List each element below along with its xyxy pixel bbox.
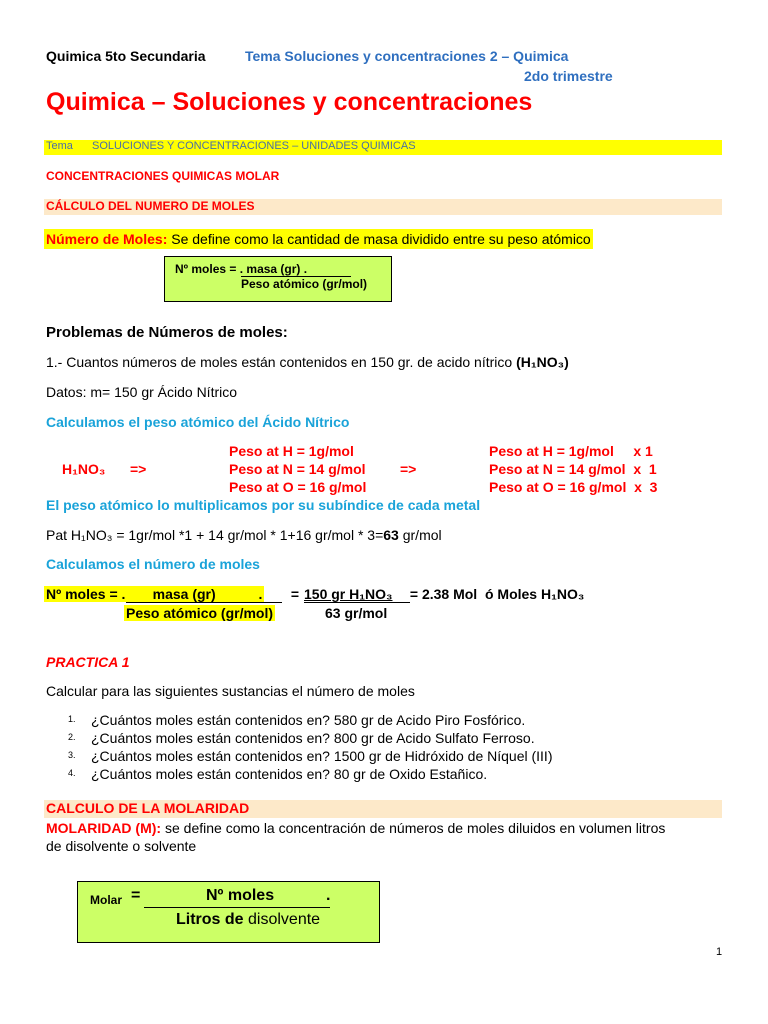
- formula-denominator: Peso atómico (gr/mol): [241, 277, 368, 291]
- molaridad-text: se define como la concentración de números de moles diluidos en volumen litros: [161, 820, 666, 836]
- problem-1-text: 1.- Cuantos números de moles están contenidos en 150 gr. de acido nítrico: [46, 354, 517, 370]
- fraction-numerator: 150 gr H₁NO₃: [304, 586, 393, 602]
- concentraciones-heading: CONCENTRACIONES QUIMICAS MOLAR: [46, 169, 280, 183]
- practica-item: ¿Cuántos moles están contenidos en? 580 gr de Acido Piro Fosfórico.: [91, 712, 526, 728]
- practica-item: ¿Cuántos moles están contenidos en? 1500 gr de Hidróxido de Níquel (III): [91, 748, 553, 764]
- left-peso-h: Peso at H = 1g/mol: [229, 443, 354, 459]
- molar-denominator: [176, 911, 320, 929]
- moles-formula-numerator-label: Nº moles = . masa (gr) .: [46, 586, 263, 602]
- calc-peso-heading: Calculamos el peso atómico del Ácido Nítrico: [46, 414, 350, 430]
- tema-bar: [44, 140, 722, 155]
- formula-numerator: Nº moles = . masa (gr) .: [175, 262, 308, 276]
- course-label: Quimica 5to Secundaria: [46, 48, 206, 64]
- molar-formula-box: [77, 881, 380, 943]
- moles-formula-denominator-label: Peso atómico (gr/mol): [126, 605, 274, 621]
- fraction-denominator: 63 gr/mol: [325, 605, 388, 621]
- molar-fraction-line: [144, 907, 330, 908]
- molar-denominator-bold: Litros de: [176, 911, 244, 928]
- topic-line-1: Tema Soluciones y concentraciones 2 – Quimica: [245, 48, 569, 64]
- page-number: 1: [716, 946, 723, 958]
- moles-result: = 2.38 Mol ó Moles H₁NO₃: [406, 586, 585, 602]
- numero-moles-text: Se define como la cantidad de masa dividido entre su peso atómico: [167, 231, 591, 247]
- practica-heading: PRACTICA 1: [46, 654, 130, 670]
- formula2-fraction-line-1: [126, 602, 282, 603]
- calc-moles-heading: Calculamos el número de moles: [46, 556, 260, 572]
- tema-label: Tema: [46, 140, 73, 152]
- equals-1: =: [287, 586, 303, 602]
- pat-prefix: Pat H₁NO₃ = 1gr/mol *1 + 14 gr/mol * 1+16 gr/mol * 3=: [46, 527, 384, 543]
- left-peso-n: Peso at N = 14 g/mol: [229, 461, 366, 477]
- problemas-title: Problemas de Números de moles:: [46, 324, 288, 341]
- practica-item-num: 2.: [68, 732, 76, 742]
- pat-suffix: gr/mol: [398, 527, 442, 543]
- tema-text: SOLUCIONES Y CONCENTRACIONES – UNIDADES QUIMICAS: [92, 140, 416, 152]
- molar-denominator-rest: disolvente: [243, 911, 321, 928]
- calculo-molaridad-bar: [44, 800, 722, 818]
- right-peso-h: Peso at H = 1g/mol x 1: [489, 443, 653, 459]
- problem-1-formula: (H₁NO₃): [516, 354, 569, 370]
- practica-item-num: 1.: [68, 714, 76, 724]
- problem-1: [46, 354, 569, 370]
- calculo-moles-bar: [44, 199, 722, 215]
- datos-line: Datos: m= 150 gr Ácido Nítrico: [46, 384, 238, 400]
- left-peso-o: Peso at O = 16 g/mol: [229, 479, 367, 495]
- practica-item-num: 4.: [68, 768, 76, 778]
- molar-equals: =: [131, 887, 141, 904]
- molaridad-label: MOLARIDAD (M):: [46, 820, 162, 836]
- calculo-molaridad-heading: CALCULO DE LA MOLARIDAD: [46, 800, 250, 816]
- pat-result: 63: [383, 527, 399, 543]
- arrow-1: =>: [130, 461, 147, 477]
- compound-formula: H₁NO₃: [62, 461, 106, 477]
- moles-formula-box: [164, 256, 392, 302]
- arrow-2: =>: [400, 461, 417, 477]
- practica-item: ¿Cuántos moles están contenidos en? 800 gr de Acido Sulfato Ferroso.: [91, 730, 535, 746]
- molaridad-definition: [46, 820, 665, 836]
- right-peso-n: Peso at N = 14 g/mol x 1: [489, 461, 657, 477]
- numero-moles-definition: [44, 229, 593, 249]
- pat-line: [46, 527, 442, 543]
- numero-moles-label: Número de Moles:: [46, 231, 168, 247]
- practica-intro: Calcular para las siguientes sustancias el número de moles: [46, 683, 415, 699]
- molar-dot: .: [326, 887, 331, 904]
- molaridad-definition-cont: de disolvente o solvente: [46, 838, 197, 854]
- right-peso-o: Peso at O = 16 g/mol x 3: [489, 479, 658, 495]
- practica-item: ¿Cuántos moles están contenidos en? 80 gr de Oxido Estañico.: [91, 766, 488, 782]
- multiplicamos-heading: El peso atómico lo multiplicamos por su subíndice de cada metal: [46, 497, 481, 513]
- page-title: Quimica – Soluciones y concentraciones: [46, 88, 533, 116]
- molar-label: Molar: [90, 893, 123, 907]
- topic-line-2: 2do trimestre: [524, 68, 613, 84]
- practica-item-num: 3.: [68, 750, 76, 760]
- molar-numerator: Nº moles: [206, 887, 275, 904]
- calculo-moles-heading: CÁLCULO DEL NUMERO DE MOLES: [46, 199, 255, 213]
- formula2-fraction-line-2: [304, 602, 410, 603]
